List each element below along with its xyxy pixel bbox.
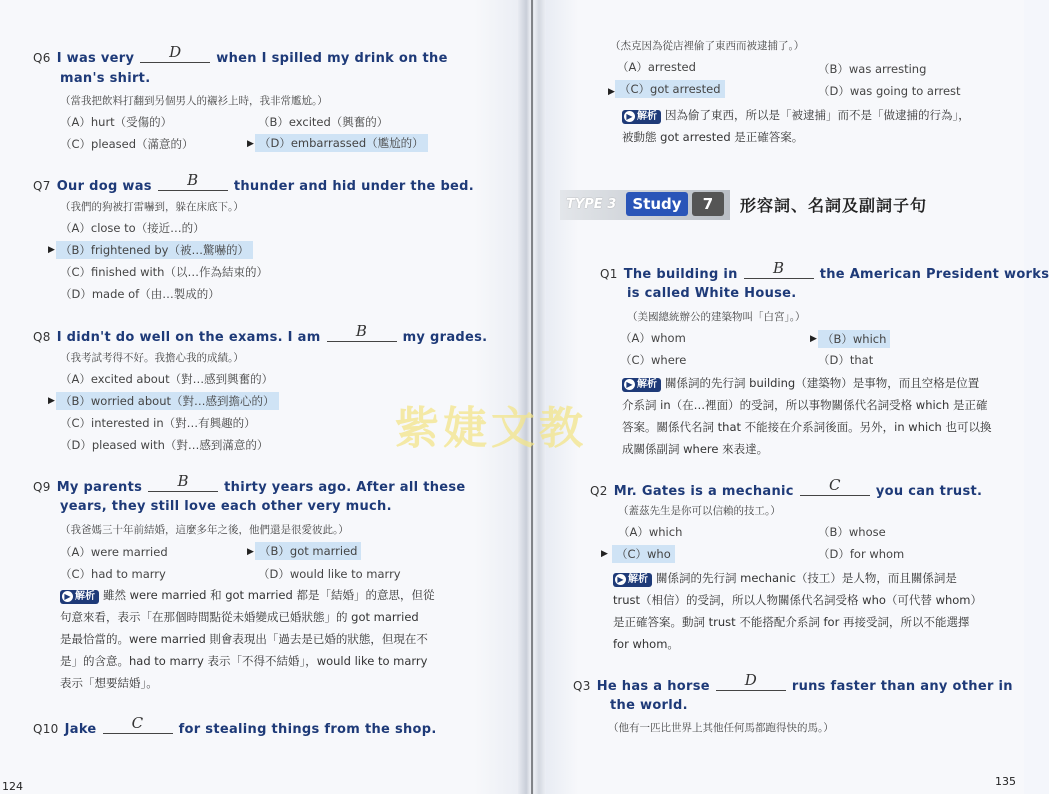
banner-type: TYPE 3 [566,197,617,212]
q9-answer-blank: B [148,477,218,492]
q10-option-b: （B）was arresting [818,62,927,76]
q9-question-line2: years, they still love each other very much. [60,499,392,514]
q7-number: Q7 [33,179,51,193]
q2-answer-blank: C [800,481,870,496]
q9-option-a: （A）were married [60,545,168,559]
left-page-number: 124 [2,780,23,793]
q6-number: Q6 [33,51,51,65]
q10-explanation: ▶ 解析 因為偷了東西，所以是「被逮捕」而不是「做逮捕的行為」， 被動態 got arrested 是正確答案。 [622,108,970,144]
q8-answer-blank: B [327,327,397,342]
q7-question: Q7 Our dog was B thunder and hid under the bed. [33,171,475,194]
answer-arrow-icon: ▶ [608,87,615,97]
q1-option-c: （C）where [620,353,687,367]
q7-translation: （我們的狗被打雷嚇到，躲在床底下。） [60,201,244,213]
q8-option-d: （D）pleased with（對…感到滿意的） [60,438,269,452]
q3-question-line2: the world. [610,698,688,713]
q1-option-d: （D）that [818,353,874,367]
q1-explanation: ▶ 解析 關係詞的先行詞 building（建築物）是事物，而且空格是位置 介系詞 in（在…裡面）的受詞，所以事物關係代名詞受格 which 是正確 答案。關係代名詞 that 不能接在介系詞後面。另外，in which 也可以換 成關係副詞 where 來表達。 [622,376,992,456]
q2-explanation: ▶ 解析 關係詞的先行詞 mechanic（技工）是人物，而且關係詞是 trust（相信）的受詞，所以人物關係代名詞受格 who（可代替 whom） 是正確答案。動詞 trust 不能搭配介系詞 for 再接受詞，所以不能選擇 for whom。 [613,571,982,651]
q8-option-a: （A）excited about（對…感到興奮的） [60,372,274,386]
q9-number: Q9 [33,480,51,494]
watermark: 紫婕文教 [395,403,587,454]
q1-answer-blank: B [744,264,814,279]
explanation-tag: ▶ 解析 [613,573,652,587]
answer-arrow-icon: ▶ [48,396,55,406]
q3-answer-blank: D [716,676,786,691]
answer-arrow-icon: ▶ [247,547,254,557]
q6-option-d: （D）embarrassed（尷尬的） [255,134,428,152]
q1-translation: （美國總統辦公的建築物叫「白宮」。） [627,311,806,323]
q6-question: Q6 I was very D when I spilled my drink on the [33,43,448,66]
q3-translation: （他有一匹比世界上其他任何馬都跑得快的馬。） [608,722,834,734]
answer-arrow-icon: ▶ [810,334,817,344]
q10-translation: （杰克因為從店裡偷了東西而被逮捕了。） [610,40,805,52]
q6-translation: （當我把飲料打翻到另個男人的襯衫上時，我非常尷尬。） [60,95,328,107]
answer-arrow-icon: ▶ [247,139,254,149]
q7-option-a: （A）close to（接近…的） [60,221,205,235]
q8-translation: （我考試考得不好。我擔心我的成績。） [60,352,244,364]
q3-number: Q3 [573,679,591,693]
q7-option-c: （C）finished with（以…作為結束的） [60,265,268,279]
analysis-icon: ▶ [615,574,626,585]
q10-question: Q10 Jake C for stealing things from the shop. [33,714,437,737]
q1-option-b: （B）which [818,330,890,348]
q2-translation: （蓋茲先生是你可以信賴的技工。） [618,505,781,517]
q9-option-c: （C）had to marry [60,567,166,581]
right-page-number: 135 [995,775,1016,788]
q10-answer-blank: C [103,719,173,734]
q6-option-c: （C）pleased（滿意的） [60,137,194,151]
explanation-tag: ▶ 解析 [622,378,661,392]
q7-option-b: （B）frightened by（被…驚嚇的） [56,241,253,259]
q10-option-a: （A）arrested [617,60,696,74]
q2-option-b: （B）whose [818,525,886,539]
explanation-tag: ▶ 解析 [622,110,661,124]
q3-question: Q3 He has a horse D runs faster than any other in [573,671,1013,694]
q6-option-b: （B）excited（興奮的） [258,115,389,129]
q2-option-d: （D）for whom [818,547,905,561]
section-title: 形容詞、名詞及副詞子句 [740,196,928,215]
q9-question: Q9 My parents B thirty years ago. After all these [33,472,466,495]
q2-number: Q2 [590,484,608,498]
q7-option-d: （D）made of（由…製成的） [60,287,220,301]
banner-number: 7 [692,192,724,216]
q8-number: Q8 [33,330,51,344]
answer-arrow-icon: ▶ [601,549,608,559]
q6-option-a: （A）hurt（受傷的） [60,115,173,129]
q9-translation: （我爸媽三十年前結婚，這麼多年之後，他們還是很愛彼此。） [60,524,349,536]
q1-number: Q1 [600,267,618,281]
section-banner [560,190,730,220]
analysis-icon: ▶ [624,379,635,390]
q6-question-line2: man's shirt. [60,71,151,86]
q9-explanation: ▶ 解析 雖然 were married 和 got married 都是「結婚」的意思，但從 句意來看，表示「在那個時間點從未婚變成已婚狀態」的 got married 是最恰當的。were married 則會表現出「過去是已婚的狀態，但現在不 是」的含意。had to marry 表示「不得不結婚」，would like to marry 表示「想要結婚」。 [60,588,435,690]
q2-question: Q2 Mr. Gates is a mechanic C you can trust. [590,476,983,499]
q1-option-a: （A）whom [620,331,686,345]
analysis-icon: ▶ [624,111,635,122]
analysis-icon: ▶ [62,591,73,602]
q7-answer-blank: B [158,176,228,191]
banner-study: Study [626,192,688,216]
q8-option-c: （C）interested in（對…有興趣的） [60,416,256,430]
q2-option-c: （C）who [612,545,675,563]
q8-question: Q8 I didn't do well on the exams. I am B my grades. [33,322,488,345]
q2-option-a: （A）which [618,525,683,539]
q6-answer-blank: D [140,48,210,63]
q1-question-line2: is called White House. [627,286,797,301]
q8-option-b: （B）worried about（對…感到擔心的） [56,392,279,410]
q10-number: Q10 [33,722,59,736]
answer-arrow-icon: ▶ [48,245,55,255]
q10-option-d: （D）was going to arrest [818,84,961,98]
explanation-tag: ▶ 解析 [60,590,99,604]
q10-option-c: （C）got arrested [615,80,725,98]
q9-option-d: （D）would like to marry [258,567,401,581]
q1-question: Q1 The building in B the American President works [600,259,1049,282]
q9-option-b: （B）got married [255,542,361,560]
